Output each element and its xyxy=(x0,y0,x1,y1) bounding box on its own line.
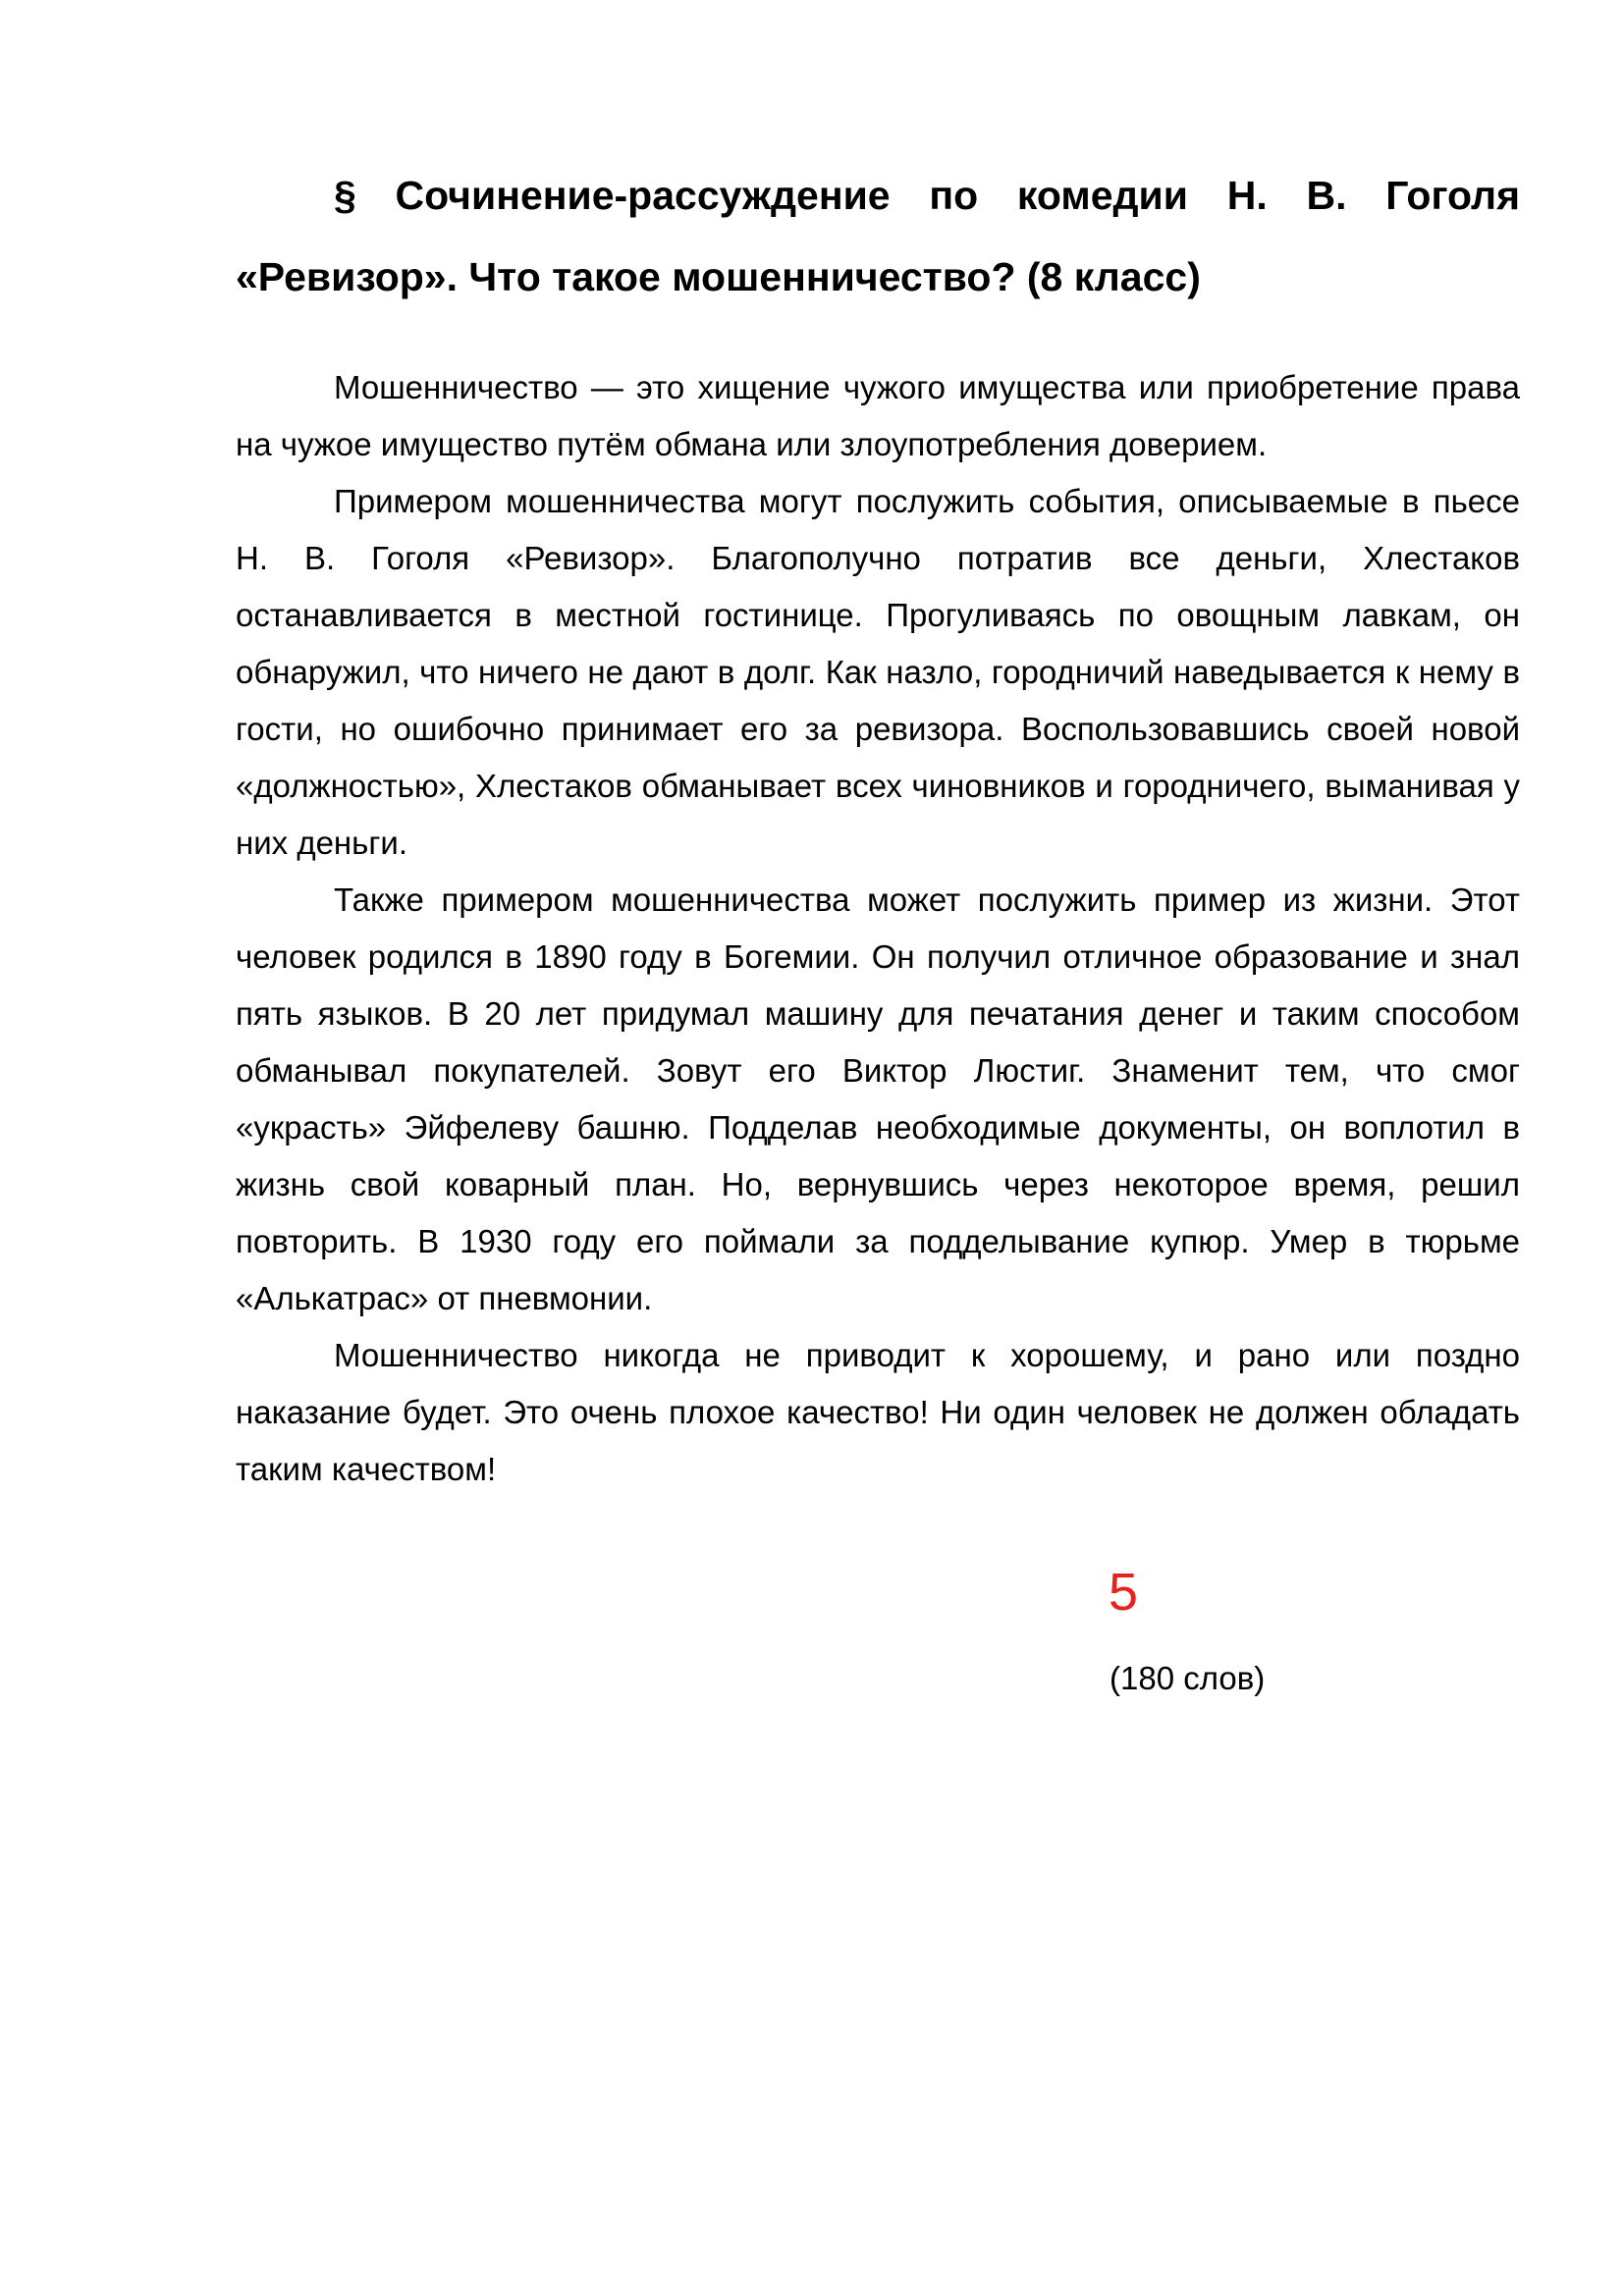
paragraph-definition: Мошенничество — это хищение чужого имущества или приобретение права на чужое имущество путём обмана или злоупотребления доверием. xyxy=(236,369,1520,462)
essay-body xyxy=(236,359,1520,1498)
paragraph-conclusion: Мошенничество никогда не приводит к хорошему, и рано или поздно наказание будет. Это очень плохое качество! Ни один человек не должен обладать таким качеством! xyxy=(236,1337,1520,1487)
word-count: (180 слов) xyxy=(1110,1660,1266,1696)
paragraph-lustig-example: Также примером мошенничества может послужить пример из жизни. Этот человек родился в 1890 году в Богемии. Он получил отличное образование и знал пять языков. В 20 лет придумал машину для печатания денег и таким способом обманывал покупателей. Зовут его Виктор Люстиг. Знаменит тем, что смог «украсть» Эйфелеву башню. Подделав необходимые документы, он воплотил в жизнь свой коварный план. Но, вернувшись через некоторое время, решил повторить. В 1930 году его поймали за подделывание купюр. Умер в тюрьме «Алькатрас» от пневмонии. xyxy=(236,881,1520,1316)
paragraph-revizor-example: Примером мошенничества могут послужить события, описываемые в пьесе Н. В. Гоголя «Ревизор». Благополучно потратив все деньги, Хлестаков останавливается в местной гостинице. Прогуливаясь по овощным лавкам, он обнаружил, что ничего не дают в долг. Как назло, городничий наведывается к нему в гости, но ошибочно принимает его за ревизора. Воспользовавшись своей новой «должностью», Хлестаков обманывает всех чиновников и городничего, выманивая у них деньги. xyxy=(236,483,1520,861)
essay-title: § Сочинение-рассуждение по комедии Н. В. Гоголя «Ревизор». Что такое мошенничество? (8 класс) xyxy=(236,173,1520,299)
grade-mark: 5 xyxy=(1109,1563,1139,1622)
